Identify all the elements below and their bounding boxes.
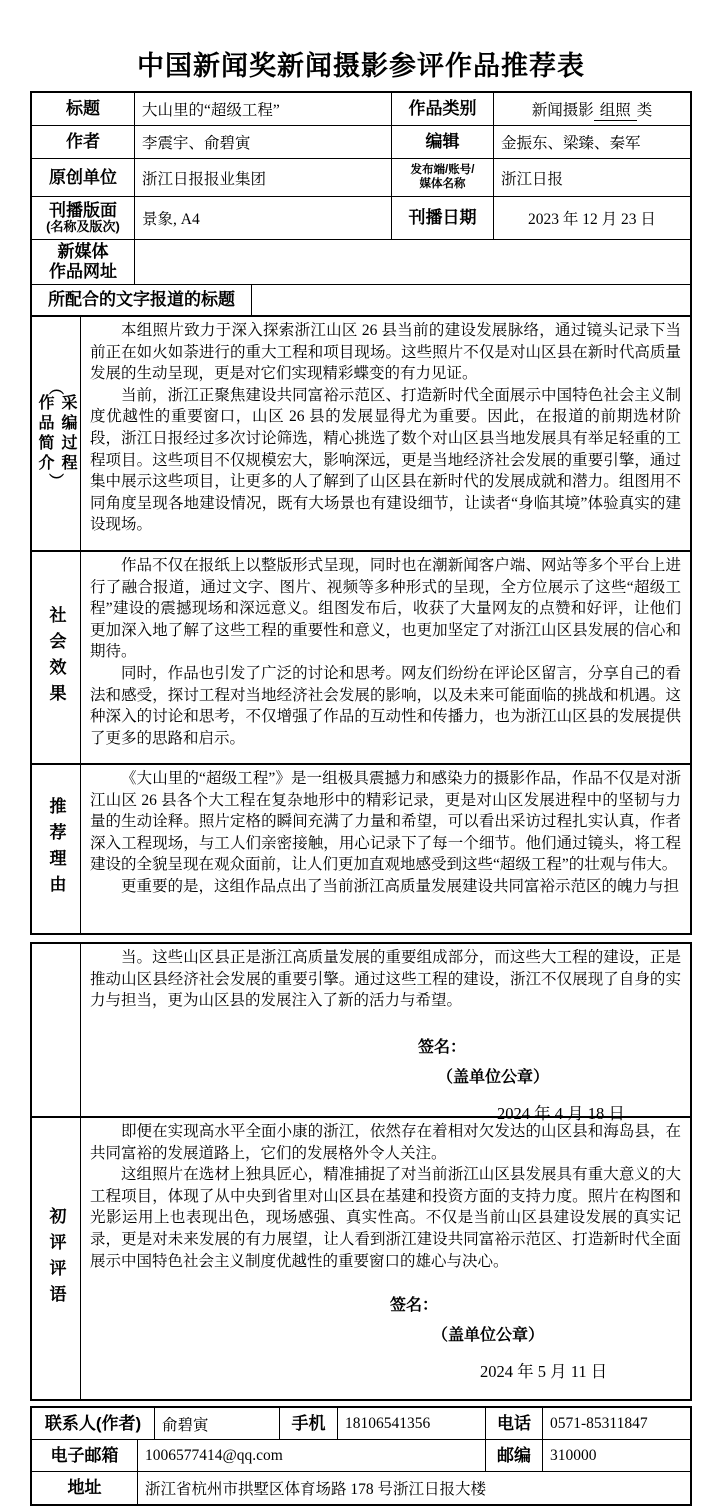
zip-label: 邮编 (486, 1440, 543, 1471)
preliminary-review-label (32, 1118, 81, 1399)
edition-label-line2: (名称及版次) (46, 219, 120, 235)
title-value: 大山里的“超级工程” (135, 93, 392, 125)
category-prefix: 新闻摄影 (531, 102, 594, 119)
publish-date-value: 2023 年 12 月 23 日 (528, 211, 656, 228)
edition-label (32, 197, 135, 239)
preliminary-review-section (30, 1116, 692, 1401)
platform-value: 浙江日报 (501, 170, 564, 188)
review-sign-date: 2024 年 5 月 11 日 (480, 1362, 608, 1382)
org-label: 原创单位 (32, 159, 135, 196)
paragraph: 当前，浙江正聚焦建设共同富裕示范区、打造新时代全面展示中国特色社会主义制度优越性的重要窗口，山区 26 县的发展显得尤为重要。因此，在报道的前期选材阶段，浙江日报经过多次讨论筛选，精心挑选了数个对山区县当地发展具有举足轻重的工程项目。这些项目不仅规模宏大，影响深远，更是当地经济社会发展的重要引擎，通过集中展示这些项目，让更多的人了解到了山区县在新时代的发展成就和潜力。组图用不同角度呈现各地建设情况，既有大场景也有建设细节，让读者“身临其境”体验真实的建设现场。 (90, 386, 681, 534)
intro-paren-open: （ (47, 379, 65, 395)
recommend-continuation-section (30, 942, 692, 1123)
category-suffix: 类 (636, 102, 653, 119)
intro-label-col1: 作品简介 (36, 393, 53, 474)
newmedia-value (135, 240, 690, 284)
social-effect-section (30, 550, 692, 765)
paragraph: 同时，作品也引发了广泛的讨论和思考。网友们纷纷在评论区留言，分享自己的看法和感受，探讨工程对当地经济社会发展的影响，以及未来可能面临的挑战和机遇。这种深入的讨论和思考，不仅增强了作品的互动性和传播力，也为浙江山区县的发展提供了更多的思路和启示。 (90, 664, 681, 747)
paragraph: 更重要的是，这组作品点出了当前浙江高质量发展建设共同富裕示范区的魄力与担 (121, 877, 680, 895)
editor-value: 金振东、梁臻、秦军 (501, 135, 641, 152)
recommend-continuation-label-empty (32, 944, 81, 1116)
recommend-reason-label-text: 推荐理由 (46, 797, 66, 901)
social-effect-label-text: 社会效果 (46, 605, 66, 710)
contact-label: 联系人(作者) (32, 1408, 155, 1439)
seal-note: （盖单位公章） (437, 1068, 550, 1086)
contact-value: 俞碧寅 (155, 1408, 280, 1439)
editor-label: 编辑 (392, 126, 494, 158)
recommendation-form (30, 0, 692, 1506)
row-author-editor (32, 126, 690, 159)
intro-label-col2: 采编过程 (59, 393, 76, 474)
info-table (30, 91, 692, 317)
title-label: 标题 (32, 93, 135, 125)
edition-value: 景象, A4 (135, 197, 392, 239)
edition-label-line1: 刊播版面 (49, 200, 117, 220)
sign-label: 签名： (418, 1038, 467, 1056)
paragraph: 当。这些山区县正是浙江高质量发展的重要组成部分，而这些大工程的建设，正是推动山区县经济社会发展的重要引擎。通过这些工程的建设，浙江不仅展现了自身的实力与担当，更为山区县的发展注入了新的活力与希望。 (90, 949, 681, 1010)
paragraph: 《大山里的“超级工程”》是一组极具震撼力和感染力的摄影作品，作品不仅是对浙江山区 26 县各个大工程在复杂地形中的精彩记录，更是对山区发展进程中的坚韧与力量的生动诠释。照片定格的瞬间充满了力量和希望，可以看出采访过程扎实认真，作者深入工程现场，与工人们亲密接触，用心记录下了每一个细节。他们通过镜头，将工程建设的全貌呈现在观众面前，让人们更加直观地感受到这些“超级工程”的壮观与伟大。 (90, 770, 681, 874)
text-report-label: 所配合的文字报道的标题 (32, 285, 252, 315)
address-label: 地址 (32, 1472, 138, 1504)
paragraph: 作品不仅在报纸上以整版形式呈现，同时也在潮新闻客户端、网站等多个平台上进行了融合报道，通过文字、图片、视频等多种形式的呈现，全方位展示了这些“超级工程”建设的震撼现场和深远意义。组图发布后，收获了大量网友的点赞和好评，让他们更加深入地了解了这些工程的重要性和意义，也更加坚定了对浙江山区县发展的信心和期待。 (90, 557, 681, 661)
review-sign-label: 签名： (390, 1297, 439, 1315)
recommend-reason-section (30, 763, 692, 935)
mobile-label: 手机 (280, 1408, 338, 1439)
recommend-continuation-paragraphs (90, 947, 681, 1012)
intro-paren-close: ） (47, 472, 65, 488)
category-label: 作品类别 (392, 93, 494, 125)
address-value: 浙江省杭州市拱墅区体育场路 178 号浙江日报大楼 (145, 1481, 487, 1498)
row-title-category (32, 93, 690, 126)
row-text-report-title (32, 285, 690, 315)
zip-value: 310000 (550, 1446, 597, 1464)
preliminary-review-label-text: 初评评语 (46, 1206, 66, 1311)
row-edition-date (32, 197, 690, 240)
social-effect-label (32, 552, 81, 763)
row-email-zip (32, 1440, 690, 1472)
sign-date: 2024 年 4 月 18 日 (497, 1103, 625, 1123)
paragraph: 本组照片致力于深入探索浙江山区 26 县当前的建设发展脉络，通过镜头记录下当前正在如火如荼进行的重大工程和项目现场。这些照片不仅是对山区县在新时代高质量发展的生动呈现，更是对它们实现精彩蝶变的有力见证。 (90, 322, 681, 383)
paragraph: 这组照片在选材上独具匠心，精准捕捉了对当前浙江山区县发展具有重大意义的大工程项目，体现了从中央到省里对山区县在基建和投资方面的支持力度。照片在构图和光影运用上也表现出色，现场感强、真实性高。不仅是当前山区县建设发展的真实记录，更是对未来发展的有力展望，让人看到浙江建设共同富裕示范区、打造新时代全面展示中国特色社会主义制度优越性的重要窗口的雄心与决心。 (90, 1166, 681, 1270)
newmedia-label (32, 240, 135, 284)
phone-label: 电话 (486, 1408, 543, 1439)
publish-date-label: 刊播日期 (392, 197, 494, 239)
preliminary-review-paragraphs (90, 1121, 681, 1272)
intro-section-label (32, 317, 81, 550)
phone-value: 0571-85311847 (550, 1414, 648, 1432)
row-org-platform (32, 159, 690, 197)
author-label: 作者 (32, 126, 135, 158)
row-contact-person (32, 1408, 690, 1440)
platform-label (392, 159, 494, 196)
intro-section (30, 315, 692, 552)
newmedia-label-line1: 新媒体 (57, 242, 109, 262)
paragraph: 即便在实现高水平全面小康的浙江，依然存在着相对欠发达的山区县和海岛县，在共同富裕的发展道路上，它们的发展格外令人关注。 (90, 1123, 681, 1162)
text-report-value (252, 285, 690, 315)
recommend-reason-text (81, 765, 690, 933)
row-address (32, 1472, 690, 1504)
email-label: 电子邮箱 (32, 1440, 138, 1471)
recommend-reason-label (32, 765, 81, 933)
platform-label-line1: 发布端/账号/ (410, 164, 475, 177)
category-underlined: 组照 (594, 98, 637, 121)
page-title: 中国新闻奖新闻摄影参评作品推荐表 (137, 51, 585, 81)
intro-section-text (81, 317, 690, 550)
newmedia-label-line2: 作品网址 (49, 262, 117, 281)
review-seal-note: （盖单位公章） (432, 1327, 545, 1345)
recommend-continuation-text (81, 944, 690, 1123)
social-effect-text (81, 552, 690, 763)
email-value: 1006577414@qq.com (138, 1440, 486, 1471)
row-newmedia-url (32, 240, 690, 285)
preliminary-review-text (81, 1118, 690, 1399)
mobile-value: 18106541356 (338, 1408, 486, 1439)
org-value: 浙江日报报业集团 (135, 159, 392, 196)
contact-table (30, 1406, 692, 1506)
platform-label-line2: 媒体名称 (419, 177, 466, 190)
intro-label-columns (33, 394, 79, 474)
author-value: 李震宇、俞碧寅 (135, 126, 392, 158)
category-value (494, 93, 690, 125)
